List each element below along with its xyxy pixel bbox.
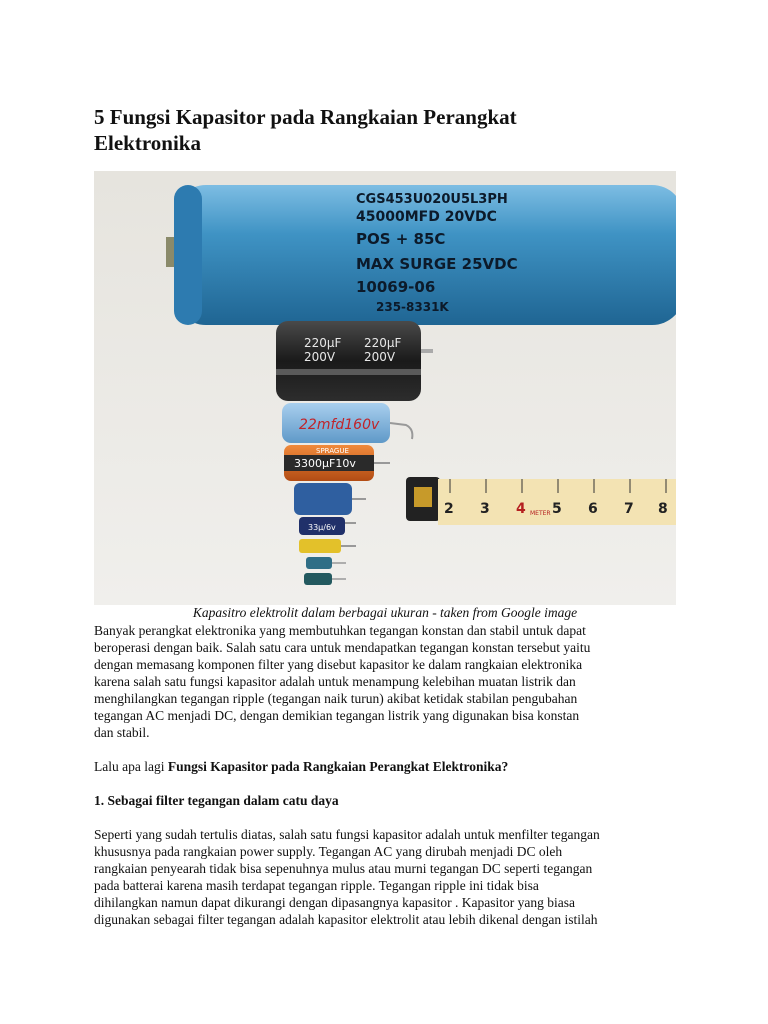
tape-number: 4: [516, 501, 526, 517]
text-line: beroperasi dengan baik. Salah satu cara untuk mendapatkan tegangan konstan tersebut yaitu: [94, 640, 591, 655]
large-capacitor: [166, 185, 676, 325]
tape-number: 5: [552, 501, 562, 517]
capacitor-brand-text: SPRAGUE: [316, 447, 349, 455]
text-line: menghilangkan tegangan ripple (tegangan naik turun) akibat ketidak stabilan pengubahan: [94, 691, 578, 706]
title-line: Elektronika: [94, 131, 201, 155]
text-line: Banyak perangkat elektronika yang membutuhkan tegangan konstan dan stabil untuk dapat: [94, 623, 586, 638]
capacitor-label-line: MAX SURGE 25VDC: [356, 255, 518, 273]
title-line: 5 Fungsi Kapasitor pada Rangkaian Perangkat: [94, 105, 517, 129]
tape-number: 3: [480, 501, 490, 517]
text-line: khususnya pada rangkaian power supply. Tegangan AC yang dirubah menjadi DC oleh: [94, 844, 563, 859]
capacitor-label-line: POS + 85C: [356, 230, 446, 248]
section-heading: [94, 792, 678, 809]
text-line: rangkaian penyearah tidak bisa sepenuhnya mulus atau murni tegangan DC seperti tegangan: [94, 861, 593, 876]
text-line: Seperti yang sudah tertulis diatas, salah satu fungsi kapasitor adalah untuk menfilter tegangan: [94, 827, 600, 842]
capacitor-label-line: CGS453U020U5L3PH: [356, 192, 508, 207]
section-heading-text: 1. Sebagai filter tegangan dalam catu daya: [94, 793, 339, 808]
capacitor-label-line: 45000MFD 20VDC: [356, 209, 497, 225]
capacitor-value-text: 220µF: [304, 336, 342, 350]
text-line: tegangan AC menjadi DC, dengan demikian tegangan listrik yang digunakan bisa konstan: [94, 708, 580, 723]
capacitor-photo: [94, 171, 676, 605]
tape-number: 7: [624, 501, 634, 517]
text-line: dan stabil.: [94, 725, 150, 740]
text-line: pada batterai karena masih terdapat tegangan ripple. Tegangan ripple ini tidak bisa: [94, 878, 539, 893]
figure-caption: Kapasitro elektrolit dalam berbagai ukuran - taken from Google image: [192, 605, 578, 620]
tape-number: 6: [588, 501, 598, 517]
text-line: digunakan sebagai filter tegangan adalah kapasitor elektrolit atau lebih dikenal dengan istilah: [94, 912, 598, 927]
question-prefix: Lalu apa lagi: [94, 759, 168, 774]
tape-unit-text: METER: [530, 510, 551, 517]
tape-number: 8: [658, 501, 668, 517]
capacitor-value-text: 200V: [304, 350, 336, 364]
article-body: [94, 622, 678, 945]
page-title: [94, 104, 694, 156]
paragraph-section1: [94, 826, 678, 928]
capacitor-value-text: 200V: [364, 350, 396, 364]
capacitor-value-text: 22mfd160v: [299, 417, 380, 433]
text-line: karena salah satu fungsi kapasitor adalah untuk menampung kelebihan muatan listrik dan: [94, 674, 576, 689]
capacitor-value-text: 3300µF10v: [294, 457, 356, 470]
capacitor-label-line: 235-8331K: [376, 300, 449, 314]
capacitor-value-text: 33µ/6v: [308, 523, 336, 532]
question-line: [94, 758, 678, 775]
capacitor-value-text: 220µF: [364, 336, 402, 350]
tape-number: 2: [444, 501, 454, 517]
paragraph-intro: [94, 622, 678, 741]
capacitor-label-line: 10069-06: [356, 278, 436, 296]
text-line: dengan memasang komponen filter yang disebut kapasitor ke dalam rangkaian elektronika: [94, 657, 583, 672]
text-line: dihilangkan namun dapat dikurangi dengan dipasangnya kapasitor . Kapasitor yang biasa: [94, 895, 575, 910]
black-capacitor: [276, 321, 433, 401]
question-bold: Fungsi Kapasitor pada Rangkaian Perangkat Elektronika?: [167, 759, 509, 774]
measuring-tape: [406, 477, 676, 525]
